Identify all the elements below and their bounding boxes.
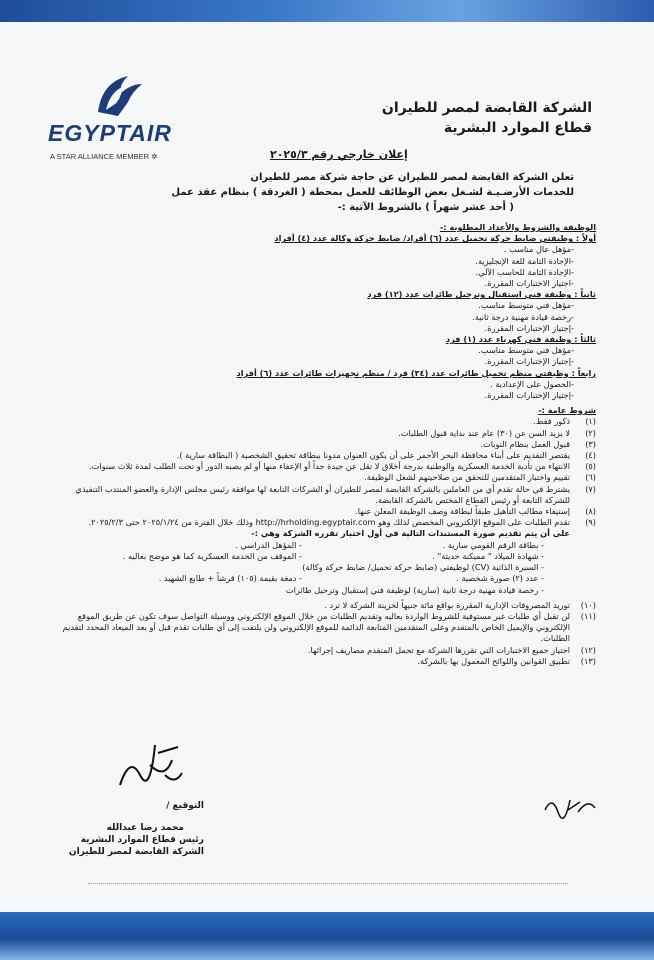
job-requirement: - اجتياز الاختبارات المقررة. [51, 278, 596, 289]
job-requirement: - رخصة قيادة مهنية درجة ثانية. [51, 312, 596, 323]
org-department: قطاع الموارد البشرية [443, 120, 592, 136]
condition-item: (١٠) توريد المصروفات الإدارية المقررة بواقع مائة جنيهاً لخزينة الشركة لا ترد . [324, 599, 596, 610]
bottom-color-band [0, 912, 654, 960]
job-requirement: - مؤهل فني متوسط مناسب. [51, 300, 596, 311]
signatory-org: الشركة القابضة لمصر للطيران [68, 847, 204, 857]
signature-block [44, 800, 204, 858]
job-requirement: - مؤهل فني متوسط مناسب. [51, 345, 596, 356]
job-title: ثالثاً : وظيفة فني كهرباء عدد (١) فرد [445, 334, 596, 345]
job-requirement: - إجتياز الإختبارات المقررة. [51, 323, 596, 334]
jobs-section-heading: الوظيفة والشروط والأعداد المطلوبة :- [439, 222, 596, 232]
condition-item: (٣) قبول العمل بنظام النوبات. [480, 438, 596, 449]
documents-row: - السيرة الذاتية (CV) لوظيفتي (ضابط حركة تحميل/ ضابط حركة وكالة) [51, 562, 596, 573]
signatory-title: رئيس قطاع الموارد البشرية [80, 835, 204, 845]
job-requirement: - إجتياز الإختبارات المقررة. [51, 390, 596, 401]
documents-row: - شهادة الميلاد " مميكنة حديثة" . - الموقف من الخدمة العسكرية كما هو موضح بعاليه . [51, 551, 596, 562]
documents-row: - رخصة قيادة مهنية درجة ثانية (سارية) لوظيفة فني إستقبال وترحيل طائرات [51, 585, 596, 596]
announcement-intro [54, 170, 574, 215]
intro-line: للخدمات الأرضـيـة لشـغل بعض الوظائف للعمل بمحطة ( الغردقة ) بنظام عقد عمل [171, 187, 574, 198]
initials-scribble-icon [540, 790, 600, 820]
job-title: ثانياً : وظيفة فني استقبال وترحيل طائرات عدد (١٢) فرد [367, 289, 596, 300]
condition-item: (٦) تقييم واختبار المتقدمين للتحقق من صلاحيتهم لشغل الوظيفة. [364, 472, 596, 483]
condition-item: (٥) الانتهاء من تأدية الخدمة العسكرية والوطنية بدرجة أخلاق لا تقل عن جيدة جداً أو الإعفاء منها أو لم يصبه الدور أو تحت الطلب لمدة ثلاث سنوات. [89, 461, 596, 472]
job-requirement: - الحصول على الإعدادية . [51, 379, 596, 390]
horus-falcon-icon [88, 72, 148, 122]
condition-item: (٧) يشترط في حالة تقدم أي من العاملين بالشركة القابضة لمصر للطيران أو الشركات التابعة لها موافقة رئيس مجلس الإدارة والعضو المنتدب التنفيذي للشركة التابعة أو رئيس القطاع المختص بالشركة القابضة. [75, 483, 596, 505]
logo-tagline: A STAR ALLIANCE MEMBER ✲ [50, 152, 158, 161]
footer-divider [88, 883, 568, 884]
condition-item: (٤) يقتصر التقديم على أبناء محافظة البحر الأحمر على أن يكون العنوان مدونا ببطاقة تحقيق الشخصية ( البطاقة سارية ). [176, 450, 596, 461]
signature-scribble-icon [110, 735, 190, 790]
announcement-body [51, 222, 596, 667]
job-title: رابعاً : وظيفتي منظم تحميل طائرات عدد (٣٤) فرد / منظم تجهيزات طائرات عدد (٦) أفراد [236, 367, 596, 378]
documents-row: - بطاقة الرقم القومي سارية . - المؤهل الدراسي . [51, 540, 596, 551]
documents-row: - عدد (٢) صورة شخصية . - دمغة بقيمة (١٠٥) قرشاً + طابع الشهيد . [51, 573, 596, 584]
condition-item: (١٣) تطبيق القوانين واللوائح المعمول بها بالشركة. [417, 655, 596, 666]
condition-item: (١٢) اجتياز جميع الاختبارات التي تقررها الشركة مع تحمل المتقدم مصاريف إجرائها. [307, 644, 596, 655]
job-title: أولاً : وظيفتي ضابط حركة تحميل عدد (٦) أفراد/ ضابط حركة وكالة عدد (٤) أفراد [274, 233, 596, 244]
general-conditions-heading: شروط عامة :- [538, 405, 596, 416]
condition-item: (٢) لا يزيد السن عن (٣٠) عام عند بداية قبول الطلبات. [398, 427, 596, 438]
org-name: الشركة القابضة لمصر للطيران [381, 100, 592, 116]
signatory-name: محمد رضا عبدالله [106, 823, 184, 833]
announcement-title: إعلان خارجي رقم ٢٠٢٥/٣ [270, 148, 408, 161]
intro-line: تعلن الشركة القابضة لمصر للطيران عن حاجة شركة مصر للطيران [250, 172, 574, 183]
intro-line: ( أحد عشر شهراً ) بالشروط الآتية :- [337, 202, 514, 213]
job-requirement: - مؤهل عال مناسب . [51, 244, 596, 255]
condition-item: (١) ذكور فقط. [533, 416, 596, 427]
egyptair-logo [48, 72, 188, 172]
job-requirement: - إجتياز الإختبارات المقررة. [51, 356, 596, 367]
star-alliance-icon: ✲ [151, 152, 158, 161]
job-requirement: - الإجادة التامة للحاسب الآلي. [51, 267, 596, 278]
organization-header [382, 98, 592, 138]
condition-item: (٩) تقدم الطلبات على الموقع الإلكتروني المخصص لذلك وهو http://hrholding.egyptair.com وذلك خلال الفترة من ٢٠٢٥/١/٢٤ حتى ٢٠٢٥/٢/٣. [88, 517, 596, 528]
job-requirement: - الإجادة التامة للغة الإنجليزية. [51, 256, 596, 267]
condition-item: (١١) لن تقبل أي طلبات غير مستوفية للشروط الواردة بعاليه وتقديم الطلبات من خلال الموقع الإلكتروني ووسيلة التواصل سوف تكون عن طريق الموقع الإلكتروني والإيميل الخاص بالمتقدم وعلى المتقدمين المتابعة الدائمة للموقع الإلكتروني ولن يلتفت إلى أي طلبات تقدم قبل أو بعد الميعاد المحدد لتقديم الطلبات. [62, 610, 596, 644]
signature-label: التوقيع / [166, 801, 204, 811]
top-color-band [0, 0, 654, 22]
condition-item: (٨) إستيفاء مطالب التأهيل طبقاً لبطاقة وصف الوظيفة المعلن عنها. [355, 506, 596, 517]
documents-intro: على أن يتم تقديم صورة المستندات التالية في أول اختبار تقرره الشركة وهي :- [251, 528, 570, 539]
logo-wordmark: EGYPTAIR [48, 120, 172, 146]
